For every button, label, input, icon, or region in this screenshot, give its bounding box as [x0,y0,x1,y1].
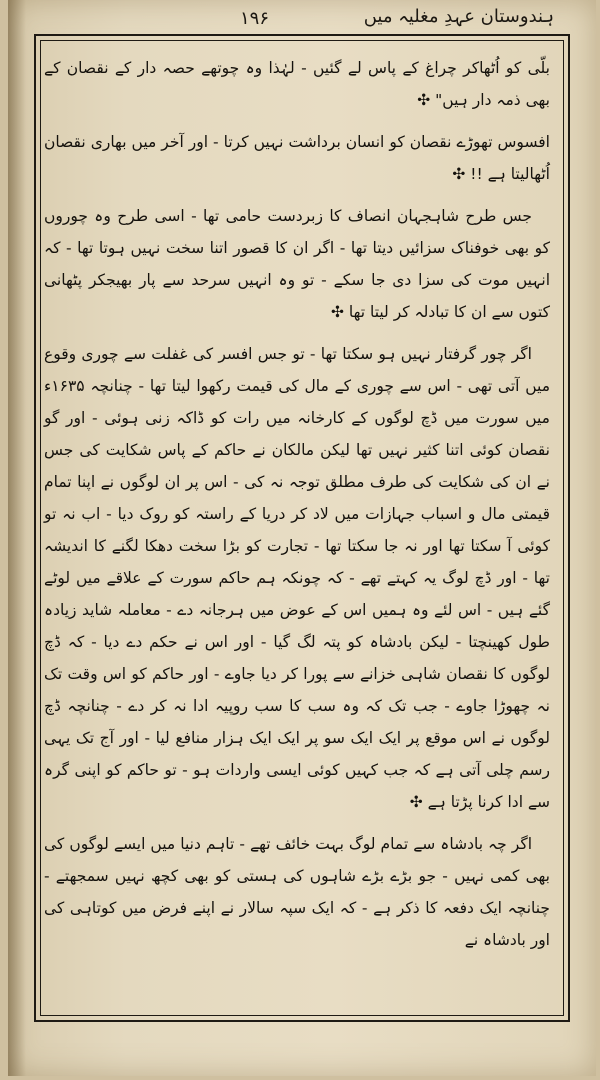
running-head-title: ہندوستان عہدِ مغلیہ میں [363,6,554,27]
paragraph-5: اگر چہ بادشاہ سے تمام لوگ بہت خائف تھے - تاہم دنیا میں ایسے لوگوں کی بھی کمی نہیں - جو بڑے بڑے شاہوں کی ہستی کو بھی کچھ نہیں سمجھتے - چنانچہ ایک دفعہ کا ذکر ہے - کہ ایک سپہ سالار نے اپنے فرض میں کوتاہی کی اور بادشاہ نے [44,835,550,949]
paragraph-1: بلّی کو اُٹھاکر چراغ کے پاس لے گئیں - لہٰذا وہ چوتھے حصہ دار کے نقصان کے بھی ذمہ دار ہیں" ✣ [44,59,550,109]
page-number: ۱۹۶ [240,8,270,29]
paragraph-3: جس طرح شاہجہان انصاف کا زبردست حامی تھا - اسی طرح وہ چوروں کو بھی خوفناک سزائیں دیتا تھا - اگر ان کا قصور اتنا سخت نہیں ہوتا تھا - کہ انہیں موت کی سزا دی جا سکے - تو وہ انہیں سرحد سے پار بھیجکر پٹھانی کتوں سے ان کا تبادلہ کر لیتا تھا ✣ [44,207,550,321]
body-text [44,52,550,966]
binding-shadow [8,0,26,1076]
paragraph-2: افسوس تھوڑے نقصان کو انسان برداشت نہیں کرتا - اور آخر میں بھاری نقصان اُٹھالیتا ہے !! ✣ [44,133,550,183]
book-page [8,0,596,1076]
paragraph-4: اگر چور گرفتار نہیں ہو سکتا تھا - تو جس افسر کی غفلت سے چوری وقوع میں آتی تھی - اس سے چوری کے مال کی قیمت رکھوا لیتا تھا - چنانچہ ۱۶۳۵ء میں سورت میں ڈچ لوگوں کے کارخانہ میں رات کو ڈاکہ زنی ہوئی - اور گو نقصان کوئی اتنا کثیر نہیں تھا لیکن مالکان نے حاکم کے پاس شکایت کی جس نے ان کی شکایت کی طرف مطلق توجہ نہ کی - اس پر ان لوگوں نے اپنا تمام قیمتی مال و اسباب جہازات میں لاد کر دریا کے راستہ کو روک دیا - اب نہ تو کوئی آ سکتا تھا اور نہ جا سکتا تھا - تجارت کو بڑا سخت دھکا لگنے کا اندیشہ تھا - اور ڈچ لوگ یہ کہتے تھے - کہ چونکہ ہم حاکم سورت کے علاقے میں لوٹے گئے ہیں - اس لئے وہ ہمیں اس کے عوض میں ہرجانہ دے - معاملہ شاید زیادہ طول کھینچتا - لیکن بادشاہ کو پتہ لگ گیا - اور اس نے حکم دے دیا - کہ ڈچ لوگوں کا نقصان شاہی خزانے سے پورا کر دیا جاوے - اور حاکم کو اس وقت تک نہ چھوڑا جاوے - جب تک کہ وہ سب کا سب روپیہ ادا نہ کر دے - چنانچہ ڈچ لوگوں نے اس موقع پر ایک ایک سو پر ایک ایک ہزار منافع لیا - اور آج تک یہی رسم چلی آتی ہے کہ جب کہیں کوئی ایسی واردات ہو - تو حاکم کو اپنی گرہ سے ادا کرنا پڑتا ہے ✣ [44,345,550,811]
running-head [8,6,596,32]
